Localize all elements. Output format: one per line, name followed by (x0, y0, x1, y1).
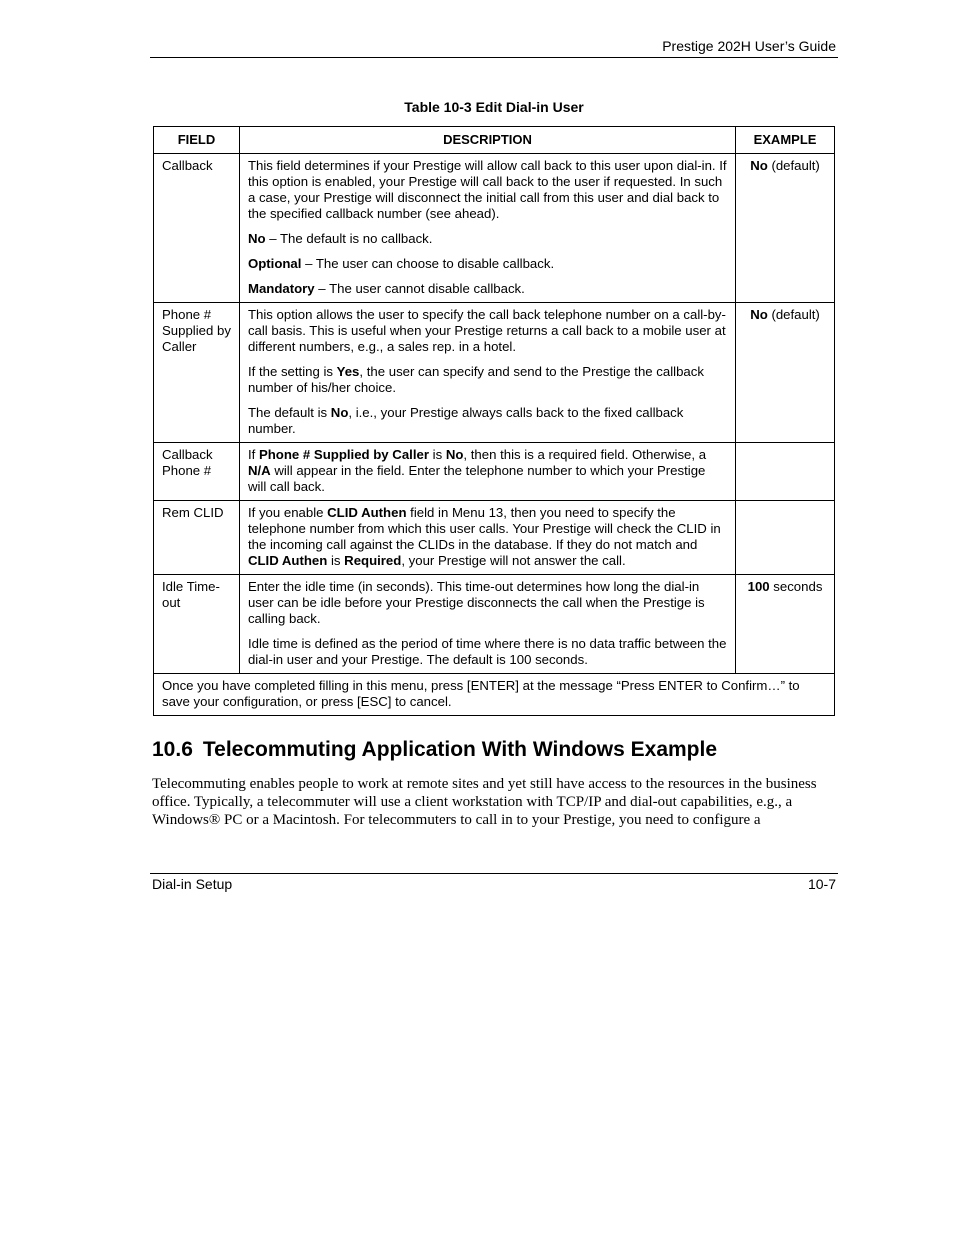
description-cell (239, 501, 735, 575)
example-cell (736, 501, 835, 575)
table-caption: Table 10-3 Edit Dial-in User (404, 99, 584, 115)
description-paragraph: If the setting is Yes, the user can specify and send to the Prestige the callback number of his/her choice. (247, 364, 704, 395)
description-cell (239, 443, 735, 501)
description-paragraph: This field determines if your Prestige will allow call back to this user upon dial-in. If this option is enabled, your Prestige will call back to the user if requested. In such a case, your Prestige will disconnect the initial call from this user and dial back to the specified callback number (see ahead). (247, 158, 727, 221)
edit-dial-in-user-table (153, 126, 835, 716)
description-paragraph: Mandatory – The user cannot disable callback. (247, 281, 525, 296)
column-header-description: DESCRIPTION (239, 127, 735, 154)
table-row (154, 154, 835, 303)
running-header: Prestige 202H User’s Guide (662, 38, 836, 54)
field-cell: Rem CLID (154, 501, 240, 575)
example-cell: No (default) (736, 154, 835, 303)
description-paragraph: If Phone # Supplied by Caller is No, then this is a required field. Otherwise, a N/A will appear in the field. Enter the telephone number to which your Prestige will call back. (247, 447, 707, 494)
body-paragraph: Telecommuting enables people to work at remote sites and yet still have access to the resources in the business office. Typically, a telecommuter will use a client workstation with TCP/IP and dial-out capabilities, e.g., a Windows® PC or a Macintosh. For telecommuters to call in to your Prestige, you need to configure a (152, 776, 817, 828)
description-paragraph: If you enable CLID Authen field in Menu 13, then you need to specify the telephone number from which this user calls. Your Prestige will check the CLID in the incoming call against the CLIDs in the database. If they do not match and CLID Authen is Required, your Prestige will not answer the call. (247, 505, 721, 568)
table-footer-note: Once you have completed filling in this menu, press [ENTER] at the message “Press ENTER to Confirm…” to save your configuration, or press [ESC] to cancel. (154, 674, 835, 716)
field-cell: Idle Time-out (154, 575, 240, 674)
description-cell (239, 154, 735, 303)
column-header-field: FIELD (154, 127, 240, 154)
table-row (154, 501, 835, 575)
description-paragraph: Enter the idle time (in seconds). This time-out determines how long the dial-in user can be idle before your Prestige disconnects the call when the Prestige is calling back. (247, 579, 705, 626)
description-paragraph: Optional – The user can choose to disable callback. (247, 256, 555, 271)
header-rule (150, 57, 838, 58)
section-number: 10.6 (152, 738, 193, 761)
column-header-example: EXAMPLE (736, 127, 835, 154)
example-cell: 100 seconds (736, 575, 835, 674)
table-footer-row (154, 674, 835, 716)
table-header-row (154, 127, 835, 154)
example-cell (736, 443, 835, 501)
table-row (154, 575, 835, 674)
description-cell (239, 575, 735, 674)
description-paragraph: This option allows the user to specify the call back telephone number on a call-by-call basis. This is useful when your Prestige returns a call back to a mobile user at different numbers, e.g., a sales rep. in a hotel. (247, 307, 726, 354)
description-paragraph: The default is No, i.e., your Prestige always calls back to the fixed callback number. (247, 405, 684, 436)
description-paragraph: Idle time is defined as the period of time where there is no data traffic between the dial-in user and your Prestige. The default is 100 seconds. (247, 636, 727, 667)
footer-rule (150, 873, 838, 874)
field-cell: Phone # Supplied by Caller (154, 303, 240, 443)
field-cell: Callback (154, 154, 240, 303)
table-row (154, 443, 835, 501)
section-title: Telecommuting Application With Windows Example (202, 738, 718, 761)
footer-chapter: Dial-in Setup (152, 876, 233, 892)
footer-page-number: 10-7 (807, 876, 836, 892)
example-cell: No (default) (736, 303, 835, 443)
section-heading (152, 738, 717, 762)
table-row (154, 303, 835, 443)
description-paragraph: No – The default is no callback. (247, 231, 433, 246)
description-cell (239, 303, 735, 443)
field-cell: Callback Phone # (154, 443, 240, 501)
